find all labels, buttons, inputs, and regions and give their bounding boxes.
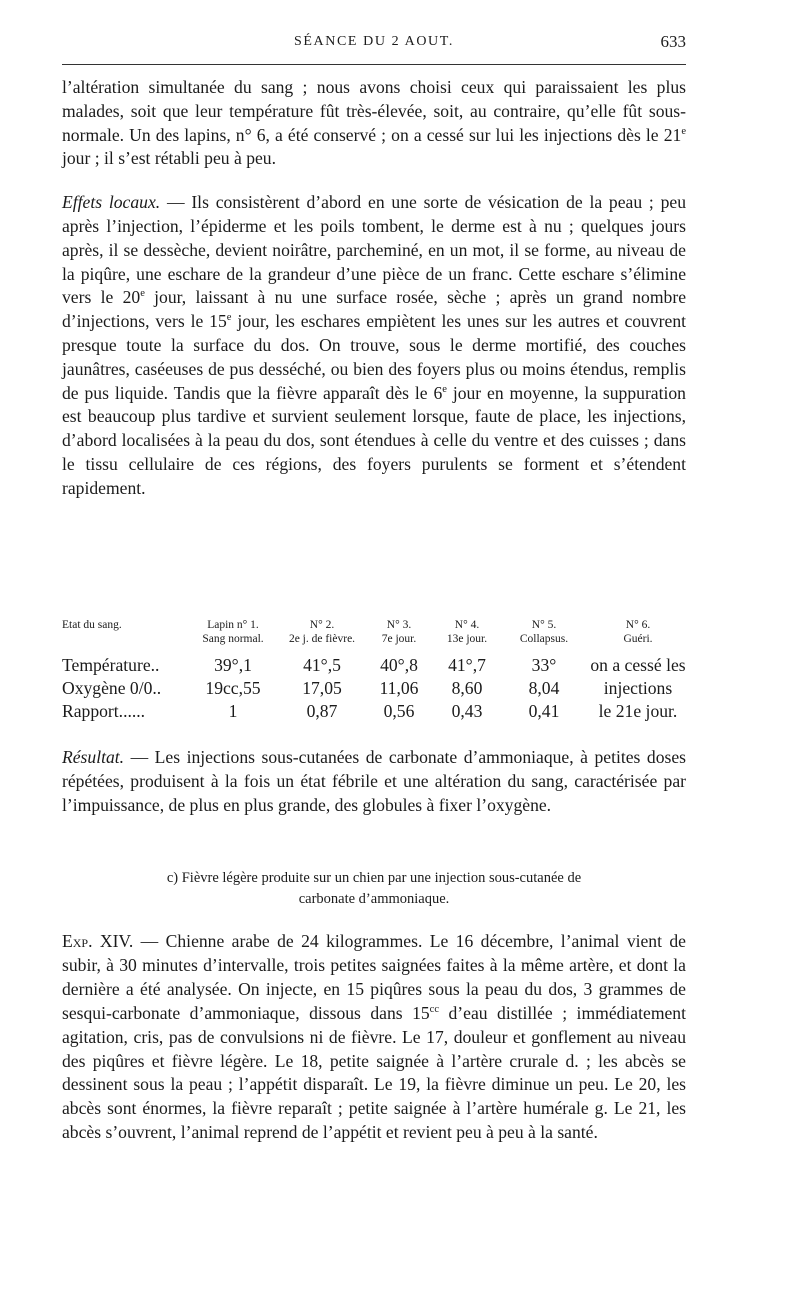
table-subheader: Guéri. <box>623 633 653 645</box>
table-cell: 0,87 <box>306 701 338 721</box>
effets-sup1: e <box>140 288 145 300</box>
table-cell: 40°,8 <box>380 655 418 675</box>
running-header <box>62 30 686 56</box>
para1-text: l’altération simultanée du sang ; nous avons choisi ceux qui paraissaient les plus malades, soit que leur température fût très-élevée, soit, au contraire, qu’elle fût sous-normale. Un des lapins, n° 6, a été conservé ; on a cessé sur lui les injections dès le 21 <box>62 77 686 145</box>
table-cell: 11,06 <box>379 678 419 698</box>
table-cell: 39°,1 <box>214 655 252 675</box>
resultat-label: Résultat. <box>62 747 125 767</box>
effets-sup2: e <box>226 312 232 324</box>
exp-seg2: d’eau distillée ; immédiatement agitation, cris, pas de convulsions ni de fièvre. Le 17, douleur et gonflement au niveau des piqûres et fièvre légère. Le 18, petite saignée à l’artère crurale d. ; les abcès se dessinent sous la peau ; l’appétit disparaît. Le 19, la fièvre diminue un peu. Le 20, les abcès sont énormes, la fièvre reparaît ; petite saignée à l’artère humérale g. Le 21, les abcès s’ouvrent, l’animal reprend de l’appétit et revient peu à peu à la santé. <box>62 1002 686 1143</box>
table-cell: 8,04 <box>528 678 560 698</box>
table-cell: 41°,5 <box>303 655 341 675</box>
table-header: Lapin n° 1. <box>207 619 259 631</box>
table-header: N° 3. <box>386 619 412 631</box>
table-cell: Oxygène 0/0.. <box>62 678 162 698</box>
main-text <box>62 76 686 501</box>
effets-label: Effets locaux. <box>62 192 161 213</box>
page-number: 633 <box>660 32 686 51</box>
table-cell: 1 <box>228 701 238 721</box>
running-title: SÉANCE DU 2 AOUT. <box>294 34 454 49</box>
exp-seg1: — Chienne arabe de 24 kilogrammes. Le 16 décembre, l’animal vient de subir, à 30 minutes d’intervalle, trois petites saignées faites à la même artère, et dont la dernière a été analysée. On injecte, en 15 piqûres sous la peau du dos, 3 grammes de sesqui-carbonate d’ammoniaque, dissous dans 15 <box>62 931 686 1023</box>
blood-state-table <box>62 618 690 723</box>
paragraph-effets-locaux <box>62 191 686 500</box>
paragraph-exp-xiv <box>62 930 686 1145</box>
header-rule <box>62 64 686 65</box>
effets-sup3: e <box>442 383 447 395</box>
caption-line-1: c) Fièvre légère produite sur un chien par une injection sous-cutanée de <box>166 870 582 886</box>
table-subheader: Collapsus. <box>519 633 569 645</box>
table-row <box>62 654 690 677</box>
table-cell: Rapport...... <box>62 701 146 721</box>
table-cell: 17,05 <box>302 678 342 698</box>
table-subheader-row <box>62 632 690 654</box>
exp-sup: cc <box>429 1003 440 1015</box>
effets-seg4: jour en moyenne, la suppuration est beaucoup plus tardive et survient seulement lorsque, faute de place, les injections, d’abord localisées à la peau du dos, sont étendues à celle du ventre et des cuisses ; dans le tissu cellulaire de ces régions, des foyers purulents se forment et s’étendent rapidement. <box>62 382 686 498</box>
table-header: N° 2. <box>309 619 335 631</box>
effets-seg3: jour, les eschares empiètent les unes sur les autres et couvrent presque toute la surface du dos. On trouve, sous le derme mortifié, des couches jaunâtres, caséeuses de pus desséché, ou bien des foyers plus ou moins étendus, remplis de pus liquide. Tandis que la fièvre apparaît dès le 6 <box>62 311 687 403</box>
para1-tail: jour ; il s’est rétabli peu à peu. <box>62 148 276 169</box>
table-cell: Température.. <box>62 655 160 675</box>
table-header-row <box>62 618 690 632</box>
resultat-text <box>62 746 686 817</box>
table-header: N° 6. <box>625 619 651 631</box>
section-caption <box>62 868 686 910</box>
table-cell: 19cc,55 <box>205 678 261 698</box>
table-subheader: 2e j. de fièvre. <box>288 633 356 645</box>
resultat-body: — Les injections sous-cutanées de carbonate d’ammoniaque, à petites doses répétées, produisent à la fois un état fébrile et une altération du sang, caractérisée par l’impuissance, de plus en plus grande, des globules à fixer l’oxygène. <box>62 747 686 815</box>
table-cell: 33° <box>531 655 557 675</box>
paragraph-continuation <box>62 76 686 171</box>
effets-seg2: jour, laissant à nu une surface rosée, sèche ; après un grand nombre d’injections, vers le 15 <box>62 287 686 332</box>
table-header: N° 4. <box>454 619 480 631</box>
table-cell: 0,41 <box>528 701 560 721</box>
table-cell: 41°,7 <box>448 655 486 675</box>
table-cell: on a cessé les <box>590 655 686 675</box>
caption-line-2: carbonate d’ammoniaque. <box>298 891 450 907</box>
para1-sup: e <box>681 125 686 137</box>
table-cell: 8,60 <box>451 678 483 698</box>
table-cell: injections <box>603 678 673 698</box>
table-subheader <box>62 632 188 654</box>
paragraph-resultat <box>62 746 686 817</box>
table-row <box>62 677 690 700</box>
effets-seg1: — Ils consistèrent d’abord en une sorte de vésication de la peau ; peu après l’injection, l’épiderme et les poils tombent, le derme est à nu ; quelques jours après, il se dessèche, devient noirâtre, parcheminé, en un mot, il se forme, au niveau de la piqûre, une eschare de la grandeur d’une pièce de un franc. Cette eschare s’élimine vers le 20 <box>62 192 686 308</box>
table-cell: 0,43 <box>451 701 483 721</box>
exp-text <box>62 930 686 1145</box>
table-subheader: Sang normal. <box>202 633 264 645</box>
table-cell: le 21e jour. <box>598 701 678 721</box>
table-cell: 0,56 <box>383 701 415 721</box>
table-header: N° 5. <box>531 619 557 631</box>
exp-label: Exp. XIV. <box>62 931 134 951</box>
table-row <box>62 700 690 723</box>
table-header: Etat du sang. <box>62 619 122 631</box>
table-subheader: 13e jour. <box>446 633 488 645</box>
table-subheader: 7e jour. <box>381 633 417 645</box>
